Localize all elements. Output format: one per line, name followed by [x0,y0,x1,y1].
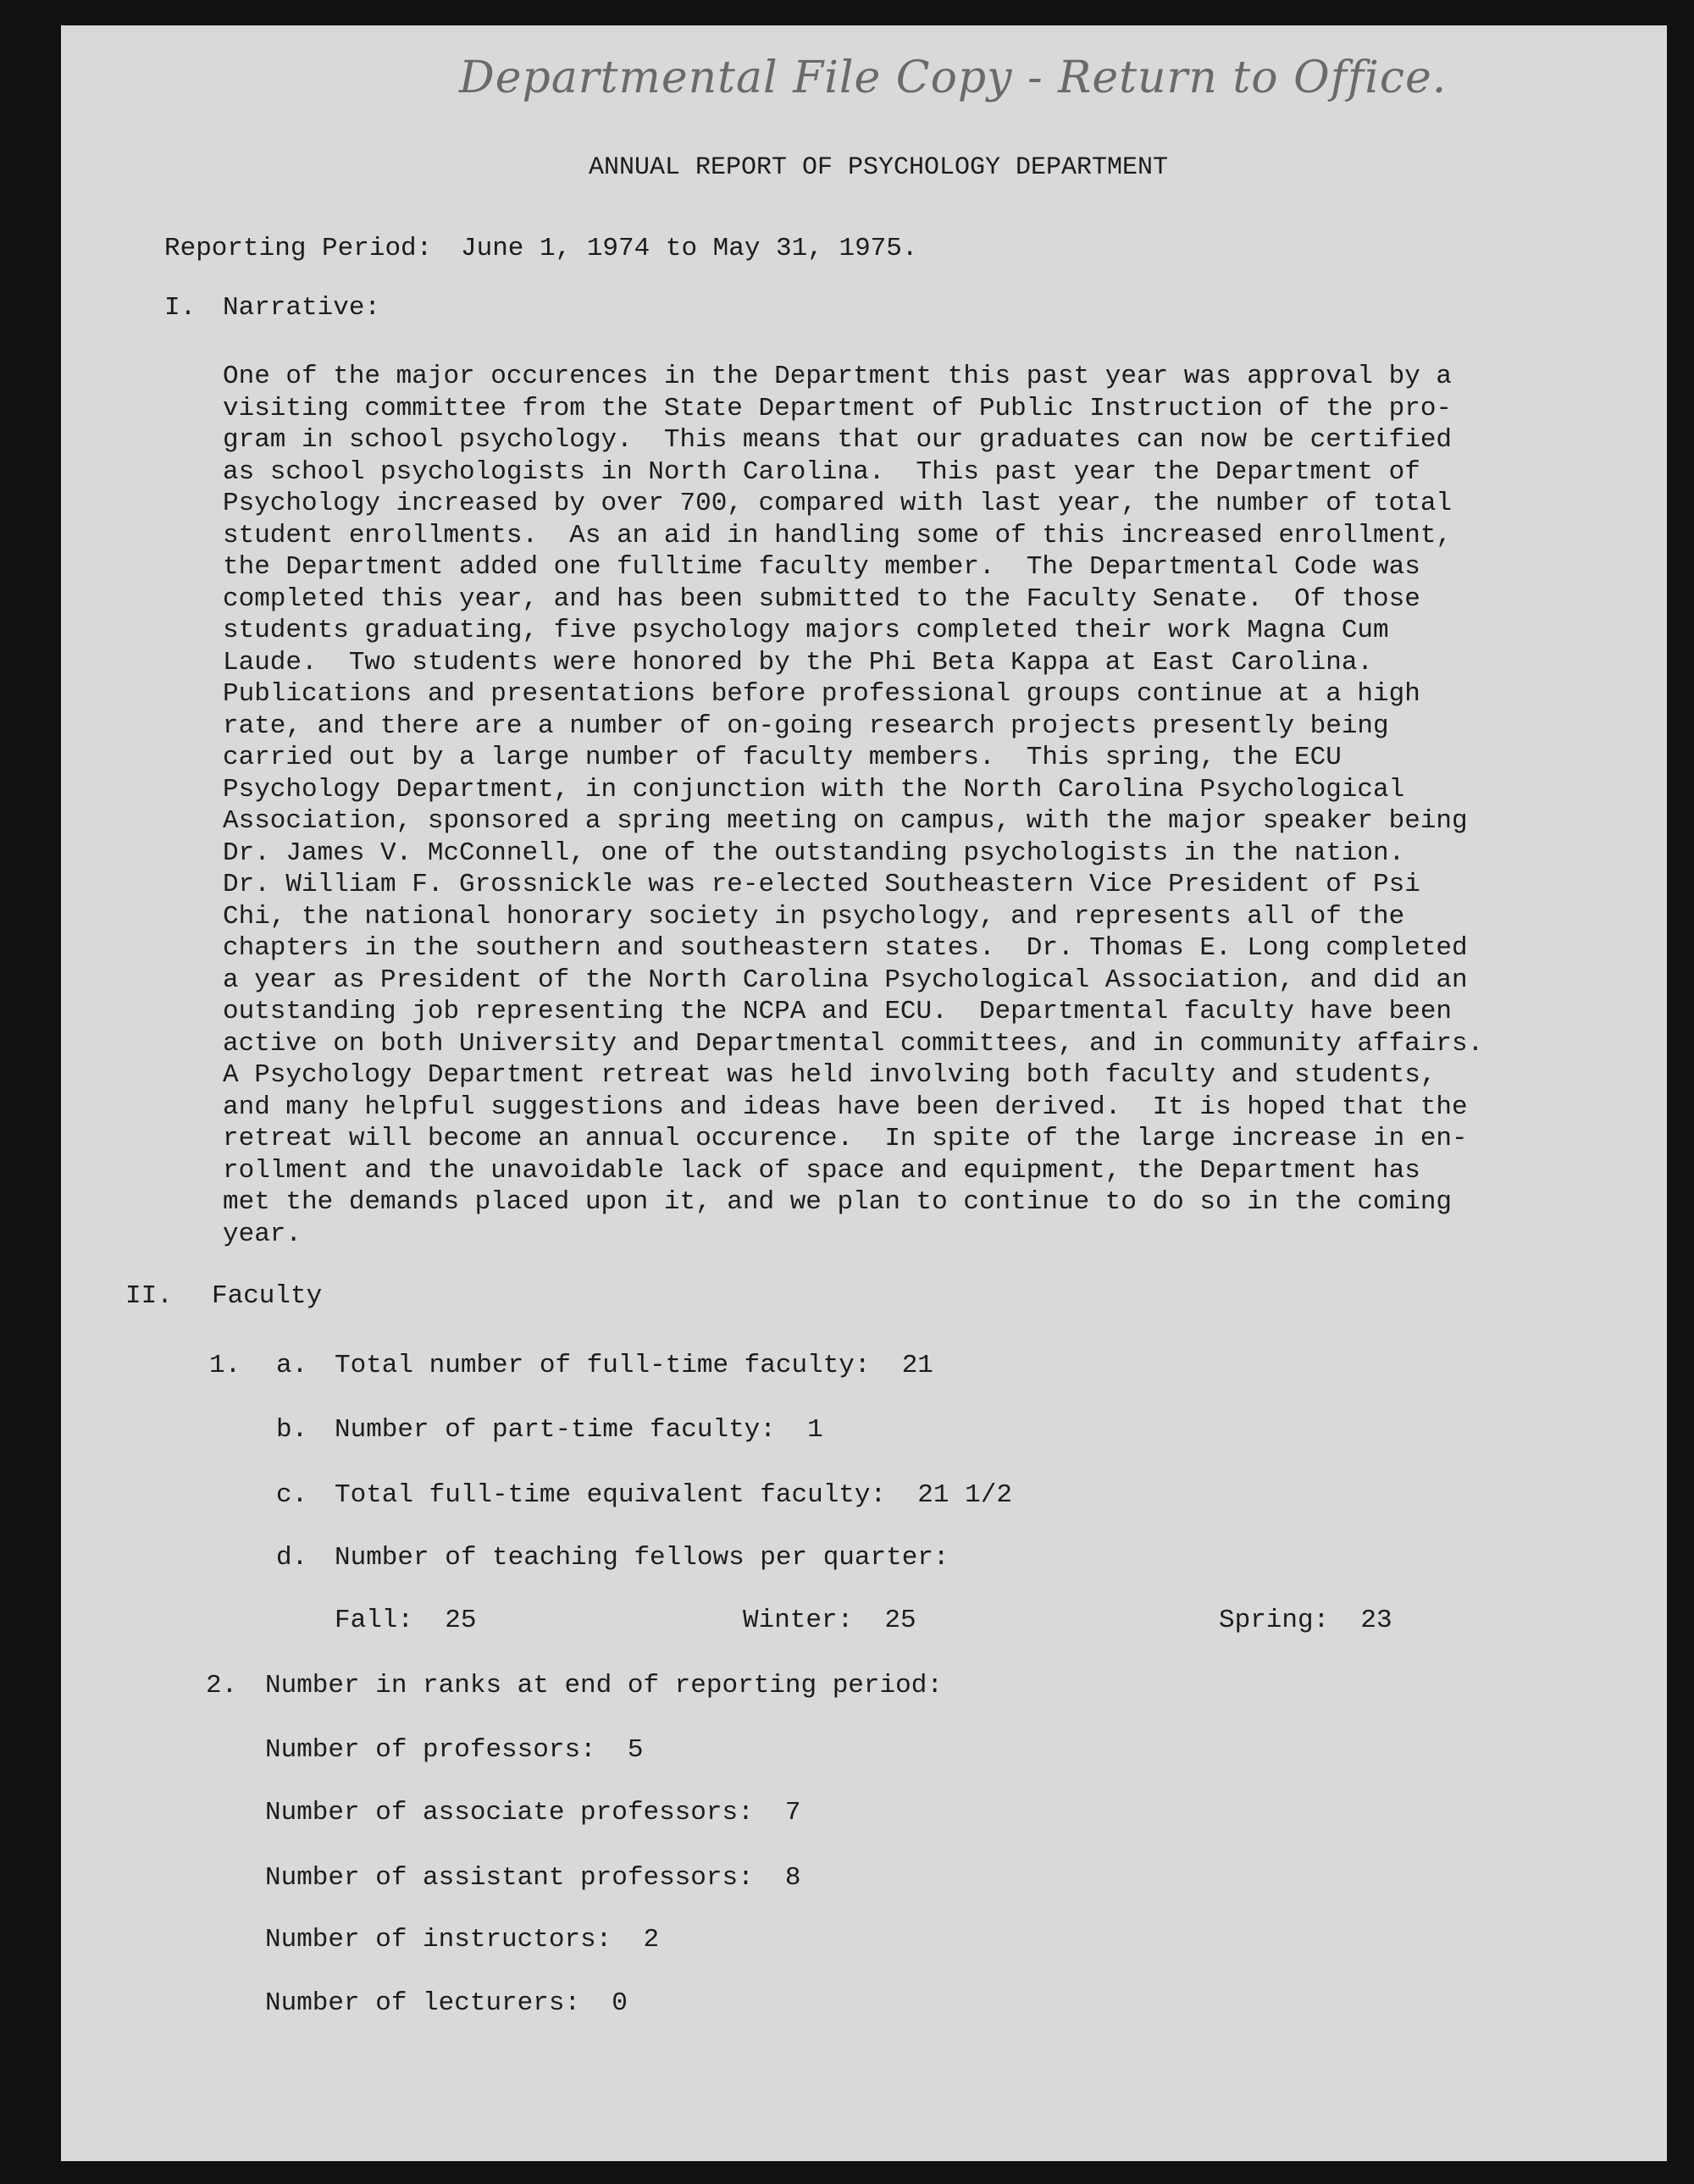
section-2-number: II. [125,1281,173,1311]
fellows-winter: Winter: 25 [743,1606,916,1635]
professors-count: Number of professors: 5 [265,1735,644,1765]
narrative-line: One of the major occurences in the Department this past year was approval by a [223,362,1453,391]
item-1a-letter: a. [276,1351,308,1380]
section-1-number: I. [164,293,197,323]
associate-professors-count: Number of associate professors: 7 [265,1798,801,1827]
fellows-spring: Spring: 23 [1219,1606,1392,1635]
narrative-line: Publications and presentations before professional groups continue at a high [223,679,1420,709]
item-2-number: 2. [206,1671,238,1700]
item-1-number: 1. [209,1351,241,1380]
narrative-line: Chi, the national honorary society in psychology, and represents all of the [223,901,1405,932]
narrative-line: completed this year, and has been submitted to the Faculty Senate. Of those [223,583,1420,614]
full-time-faculty: Total number of full-time faculty: 21 [335,1351,933,1380]
assistant-professors-count: Number of assistant professors: 8 [265,1863,801,1893]
narrative-line: Psychology increased by over 700, compared with last year, the number of total [223,489,1453,518]
document-title: ANNUAL REPORT OF PSYCHOLOGY DEPARTMENT [588,153,1169,182]
narrative-line: rate, and there are a number of on-going research projects presently being [223,710,1389,741]
narrative-line: retreat will become an annual occurence. In spite of the large increase in en- [223,1124,1468,1153]
document-page [61,25,1667,2161]
narrative-line: student enrollments. As an aid in handling some of this increased enrollment, [223,520,1453,550]
narrative-line: met the demands placed upon it, and we plan to continue to do so in the coming [223,1187,1453,1217]
narrative-line: rollment and the unavoidable lack of space and equipment, the Department has [223,1155,1420,1186]
narrative-line: and many helpful suggestions and ideas have been derived. It is hoped that the [223,1092,1468,1122]
handwritten-note: Departmental File Copy - Return to Office. [459,53,1448,103]
narrative-line: chapters in the southern and southeastern states. Dr. Thomas E. Long completed [223,933,1468,963]
section-1-heading: Narrative: [223,293,381,323]
part-time-faculty: Number of part-time faculty: 1 [335,1415,823,1445]
item-1d-letter: d. [276,1543,308,1573]
narrative-line: year. [223,1219,302,1249]
narrative-line: gram in school psychology. This means that our graduates can now be certified [223,425,1453,455]
item-1c-letter: c. [276,1480,308,1510]
narrative-line: a year as President of the North Carolina Psychological Association, and did an [223,965,1468,995]
fte-faculty: Total full-time equivalent faculty: 21 1/2 [335,1480,1012,1510]
narrative-line: Association, sponsored a spring meeting on campus, with the major speaker being [223,806,1468,836]
narrative-line: as school psychologists in North Carolina. This past year the Department of [223,456,1420,487]
narrative-line: the Department added one fulltime faculty member. The Departmental Code was [223,552,1420,582]
section-2-heading: Faculty [212,1281,323,1311]
narrative-line: Dr. James V. McConnell, one of the outstanding psychologists in the nation. [223,838,1405,868]
fellows-fall: Fall: 25 [335,1606,477,1635]
reporting-period-value: June 1, 1974 to May 31, 1975. [461,234,918,263]
narrative-line: A Psychology Department retreat was held involving both faculty and students, [223,1060,1437,1090]
lecturers-count: Number of lecturers: 0 [265,1988,628,2018]
narrative-line: Psychology Department, in conjunction with the North Carolina Psychological [223,774,1405,804]
narrative-line: carried out by a large number of faculty members. This spring, the ECU [223,743,1342,772]
narrative-line: Dr. William F. Grossnickle was re-elected Southeastern Vice President of Psi [223,870,1420,899]
narrative-line: outstanding job representing the NCPA and ECU. Departmental faculty have been [223,997,1453,1026]
narrative-line: students graduating, five psychology majors completed their work Magna Cum [223,616,1389,645]
narrative-line: active on both University and Departmental committees, and in community affairs. [223,1028,1484,1059]
reporting-period-label: Reporting Period: [164,234,433,263]
item-1b-letter: b. [276,1415,308,1445]
narrative-line: Laude. Two students were honored by the Phi Beta Kappa at East Carolina. [223,647,1374,677]
instructors-count: Number of instructors: 2 [265,1925,660,1955]
teaching-fellows: Number of teaching fellows per quarter: [335,1543,949,1573]
narrative-line: visiting committee from the State Department of Public Instruction of the pro- [223,393,1453,423]
ranks-heading: Number in ranks at end of reporting period: [265,1671,943,1700]
